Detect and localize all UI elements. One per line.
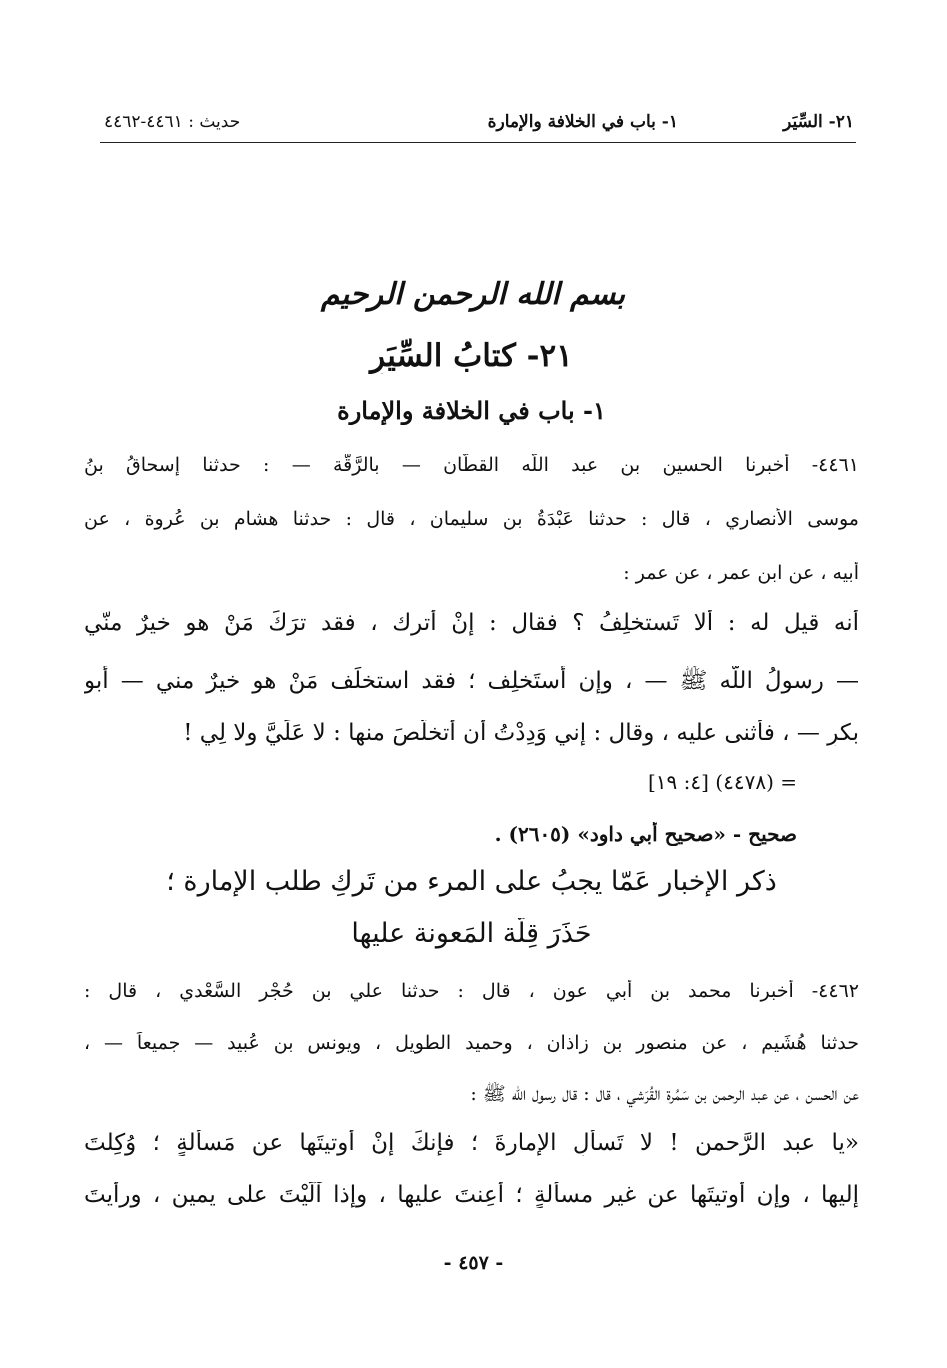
header-chapter-title: ١- باب في الخلافة والإمارة <box>487 112 678 132</box>
hadith-2-isnad-line: حدثنا هُشَيم ، عن منصور بن زاذان ، وحميد الطويل ، ويونس بن عُبيد — جميعاً — ، <box>84 1032 859 1054</box>
hadith-1-grading: صحيح - «صحيح أبي داود» (٢٦٠٥) . <box>494 822 797 846</box>
basmala-calligraphy: بسم الله الرحمن الرحيم <box>320 276 626 312</box>
header-book-title: ٢١- السِّيَر <box>783 112 854 132</box>
hadith-2-matn-line: «يا عبد الرَّحمن ! لا تَسأَلِ الإمارةَ ؛ فإنكَ إنْ أُوتيتَها عن مَسألةٍ ؛ وُكِلتَ <box>84 1130 859 1156</box>
hadith-1-isnad-line: موسى الأنصاري ، قال : حدثنا عَبْدَةُ بن سليمان ، قال : حدثنا هشام بن عُروة ، عن <box>84 508 859 530</box>
bab-title: ١- باب في الخلافة والإمارة <box>337 396 606 425</box>
hadith-1-isnad-line: ٤٤٦١- أخبرنا الحسين بن عبد اللّه القطّان — بالرَّقّة — : حدثنا إسحاقُ بنُ <box>84 454 859 476</box>
hadith-2-isnad-line: عن الحسن ، عن عبد الرحمن بن سَمُرة القُرَشي ، قال : قال رسول اللّه ﷺ : <box>470 1083 859 1105</box>
hadith-1-matn-line: بكرٍ — ، فأثنى عليه ، وقال : إني وَدِدْتُ أن أتخلَّصَ منها : لا عَلَيَّ ولا لِي ! <box>183 720 859 746</box>
hadith-2-isnad-line: ٤٤٦٢- أخبرنا محمد بن أبي عون ، قال : حدثنا علي بن حُجْر السَّعْدي ، قال : <box>84 980 859 1002</box>
kitab-title: ٢١- كتابُ السِّيَرِ <box>370 338 573 374</box>
hadith-1-reference: = (٤٤٧٨) [٤: ١٩] <box>647 770 797 794</box>
header-hadith-range: حديث : ٤٤٦١-٤٤٦٢ <box>104 112 241 132</box>
dhikr-heading-line-2: حَذَرَ قِلّة المَعونة عليها <box>351 918 592 949</box>
hadith-1-matn-line: أنه قيل له : ألا تَستخلِفُ ؟ فقال : إنْ أترك ، فقد ترَكَ مَنْ هو خيرٌ منّي <box>84 610 859 636</box>
page-number: - ٤٥٧ - <box>443 1252 504 1274</box>
dhikr-heading-line-1: ذكر الإخبار عَمّا يجبُ على المرء من تَركِ طلب الإمارة ؛ <box>166 866 777 897</box>
hadith-1-isnad-line: أبيه ، عن ابن عمر ، عن عمر : <box>623 562 859 584</box>
hadith-1-matn-line: — رسولُ اللّه ﷺ — ، وإن أَستَخلِف ؛ فقد استخلَف مَنْ هو خيرٌ مني — أبو <box>84 668 859 694</box>
running-header <box>100 108 856 143</box>
hadith-2-matn-line: إليها ، وإن أُوتيتَها عن غير مسألةٍ ؛ أُعِنتَ عليها ، وإذا آلَيْتَ على يمينٍ ، ورأيتَ <box>84 1182 859 1208</box>
